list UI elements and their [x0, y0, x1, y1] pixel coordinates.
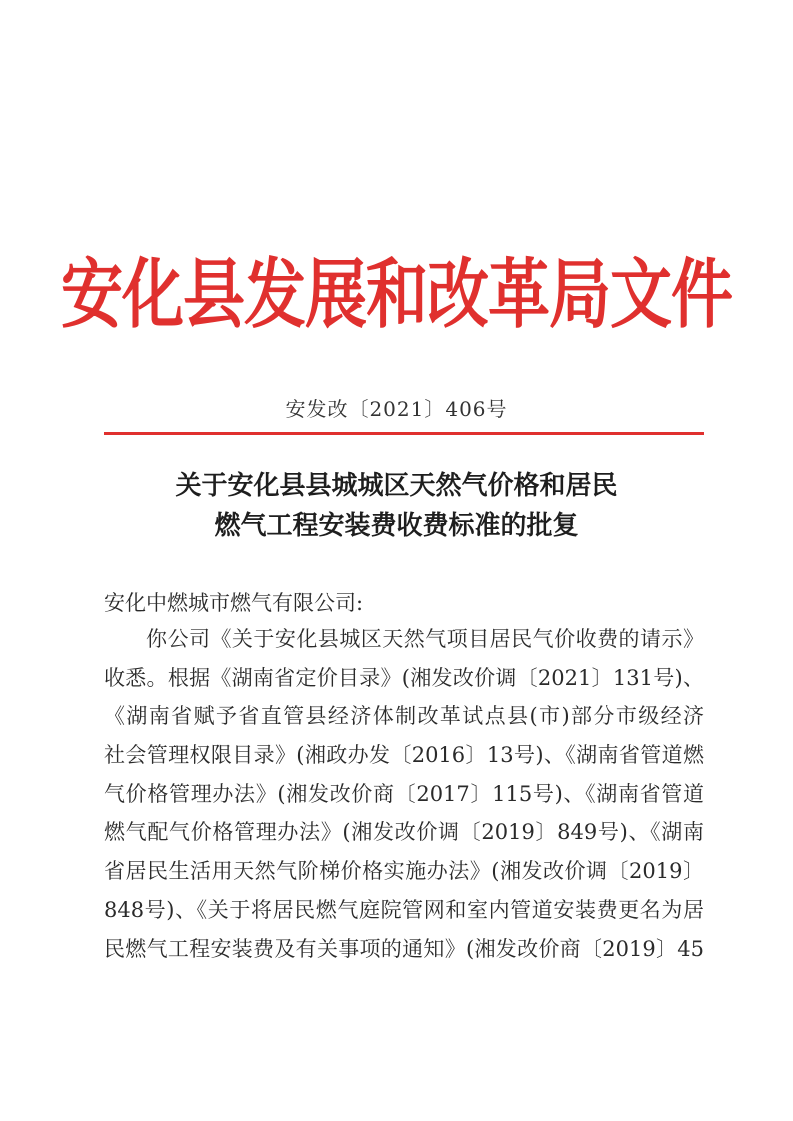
body-line-1: 你公司《关于安化县城区天然气项目居民气价收费的请示》	[146, 627, 704, 651]
body-line-3: 《湖南省赋予省直管县经济体制改革试点县(市)部分市级经济	[104, 704, 704, 729]
body-line-9: 民燃气工程安装费及有关事项的通知》(湘发改价商〔2019〕45	[104, 936, 704, 961]
document-title-line-1: 关于安化县县城城区天然气价格和居民	[175, 471, 618, 501]
addressee: 安化中燃城市燃气有限公司:	[104, 591, 364, 615]
body-line-5: 气价格管理办法》(湘发改价商〔2017〕115号)、《湖南省管道	[104, 781, 704, 806]
body-paragraph	[104, 620, 704, 968]
body-line-2: 收悉。根据《湖南省定价目录》(湘发改价调〔2021〕131号)、	[104, 665, 704, 690]
document-title	[0, 466, 793, 546]
red-divider-line	[104, 432, 704, 435]
body-line-7: 省居民生活用天然气阶梯价格实施办法》(湘发改价调〔2019〕	[104, 859, 704, 884]
body-line-8: 848号)、《关于将居民燃气庭院管网和室内管道安装费更名为居	[104, 897, 704, 922]
body-line-4: 社会管理权限目录》(湘政办发〔2016〕13号)、《湖南省管道燃	[104, 743, 704, 768]
issuer-masthead: 安化县发展和改革局文件	[60, 249, 732, 340]
document-title-line-2: 燃气工程安装费收费标准的批复	[214, 511, 579, 541]
body-line-6: 燃气配气价格管理办法》(湘发改价调〔2019〕849号)、《湖南	[104, 820, 704, 845]
document-number: 安发改〔2021〕406号	[285, 397, 508, 421]
